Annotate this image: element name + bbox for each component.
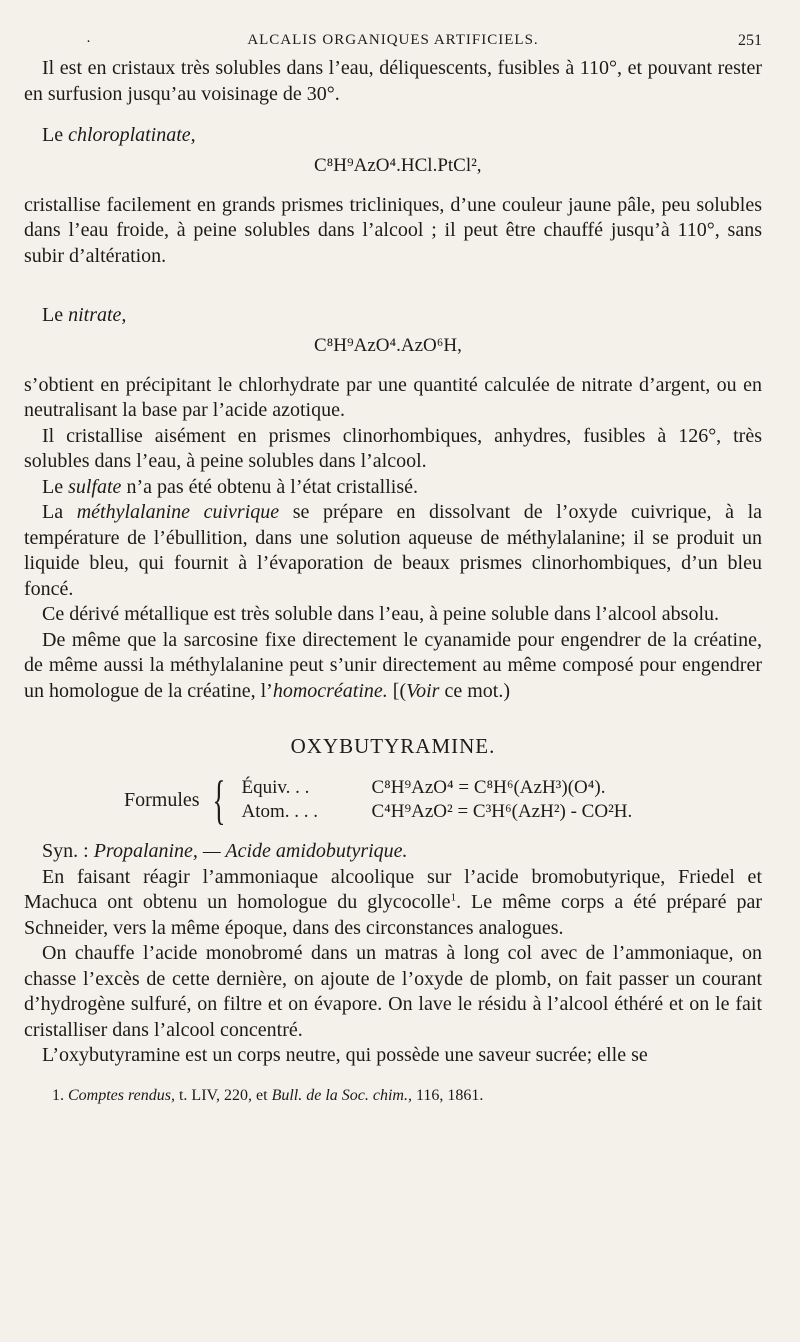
- brace-glyph: {: [212, 770, 226, 830]
- paragraph-12: On chauffe l’acide monobromé dans un matras à long col avec de l’ammoniaque, on chasse l’excès de cette dernière, on ajoute de l’oxyde de plomb, on fait passer un courant d’hydrogène sulfuré, on filtre et on évapore. On lave le résidu à l’alcool éthéré et on le fait cristalliser dans l’alcool concentré.: [24, 942, 762, 1041]
- page-number: 251: [738, 32, 762, 49]
- footnote-ref: 1: [450, 891, 457, 904]
- text: 116, 1861.: [411, 1086, 484, 1104]
- formula-value: C⁴H⁹AzO² = C³H⁶(AzH²) - CO²H.: [371, 801, 633, 822]
- formula-nitrate: C⁸H⁹AzO⁴.AzO⁶H,: [314, 334, 462, 356]
- section-title: OXYBUTYRAMINE.: [290, 734, 496, 758]
- italic-term: nitrate,: [68, 304, 127, 326]
- paragraph-nitrate: [24, 303, 762, 329]
- paragraph-8: [24, 500, 762, 602]
- text: En faisant réagir l’ammoniaque alcoolique sur l’acide bromobutyrique, Friedel et Machuca ont obtenu un homologue du glycocolle: [24, 865, 762, 913]
- italic-term: Bull. de la Soc. chim.,: [271, 1086, 412, 1104]
- formulas-label: Formules: [124, 788, 200, 811]
- text: n’a pas été obtenu à l’état cristallisé.: [121, 475, 418, 498]
- paragraph-chloroplatinate: [24, 123, 762, 149]
- text: . Le même corps a été préparé par Schneider, vers la même époque, dans des circonstances analogues.: [24, 891, 762, 939]
- italic-term: méthylalanine cuivrique: [76, 501, 280, 523]
- header-mark: ·: [86, 34, 92, 50]
- text: t. LIV, 220, et: [174, 1086, 272, 1104]
- text: Le: [42, 124, 69, 146]
- text: Le: [42, 304, 69, 326]
- italic-term: Propalanine, — Acide amidobutyrique.: [93, 840, 408, 862]
- text: De même que la sarcosine fixe directement le cyanamide pour engendrer de la créatine, de même aussi la méthylalanine peut s’unir directement au même composé pour engendrer un homologue de la créatine, l’: [24, 628, 762, 702]
- paragraph-6: Il cristallise aisément en prismes clinorhombiques, anhydres, fusibles à 126°, très solubles dans l’eau, à peine solubles dans l’alcool.: [24, 424, 762, 472]
- synonyms: [24, 839, 762, 865]
- text: ce mot.): [439, 679, 510, 702]
- paragraph-7: [24, 475, 762, 501]
- text: [(: [387, 679, 407, 702]
- paragraph-10: [24, 628, 762, 705]
- formula-key: Équiv. . .: [241, 777, 310, 798]
- header-title: ALCALIS ORGANIQUES ARTIFICIELS.: [247, 32, 539, 48]
- running-header: [24, 28, 762, 56]
- formulas-block: [124, 770, 762, 830]
- paragraph-1: Il est en cristaux très solubles dans l’eau, déliquescents, fusibles à 110°, et pouvant rester en surfusion jusqu’au voisinage de 30°.: [24, 57, 762, 105]
- footnote-number: 1.: [52, 1086, 64, 1104]
- formula-row-atom: [241, 800, 632, 824]
- text: La: [42, 501, 77, 523]
- text: Le: [42, 475, 69, 498]
- formula-key: Atom. . . .: [241, 801, 319, 822]
- italic-term: homocréatine.: [272, 679, 388, 702]
- italic-term: Voir: [406, 679, 440, 702]
- footnote: [24, 1087, 762, 1105]
- paragraph-5: s’obtient en précipitant le chlorhydrate par une quantité calculée de nitrate d’argent, ou en neutralisant la base par l’acide azotique.: [24, 373, 762, 421]
- italic-term: sulfate: [68, 475, 122, 498]
- formula-chloroplatinate: C⁸H⁹AzO⁴.HCl.PtCl²,: [314, 154, 482, 176]
- paragraph-11: [24, 865, 762, 942]
- paragraph-3: cristallise facilement en grands prismes tricliniques, d’une couleur jaune pâle, peu solubles dans l’eau froide, à peine solubles dans l’alcool ; il peut être chauffé jusqu’à 110°, sans subir d’altération.: [24, 193, 762, 267]
- italic-term: Comptes rendus,: [68, 1086, 175, 1104]
- formula-row-equiv: [241, 776, 632, 800]
- formula-value: C⁸H⁹AzO⁴ = C⁸H⁶(AzH³)(O⁴).: [371, 777, 606, 798]
- italic-term: chloroplatinate,: [68, 124, 196, 146]
- text: Syn. :: [42, 840, 94, 862]
- text: se prépare en dissolvant de l’oxyde cuivrique, à la température de l’ébullition, dans une solution aqueuse de méthylalanine; il se produit un liquide bleu, qui fournit à l’évaporation de beaux prismes clinorhombiques, d’un bleu foncé.: [24, 501, 762, 600]
- formula-rows: [241, 776, 632, 824]
- paragraph-13: L’oxybutyramine est un corps neutre, qui possède une saveur sucrée; elle se: [42, 1044, 648, 1066]
- paragraph-9: Ce dérivé métallique est très soluble dans l’eau, à peine soluble dans l’alcool absolu.: [42, 603, 720, 625]
